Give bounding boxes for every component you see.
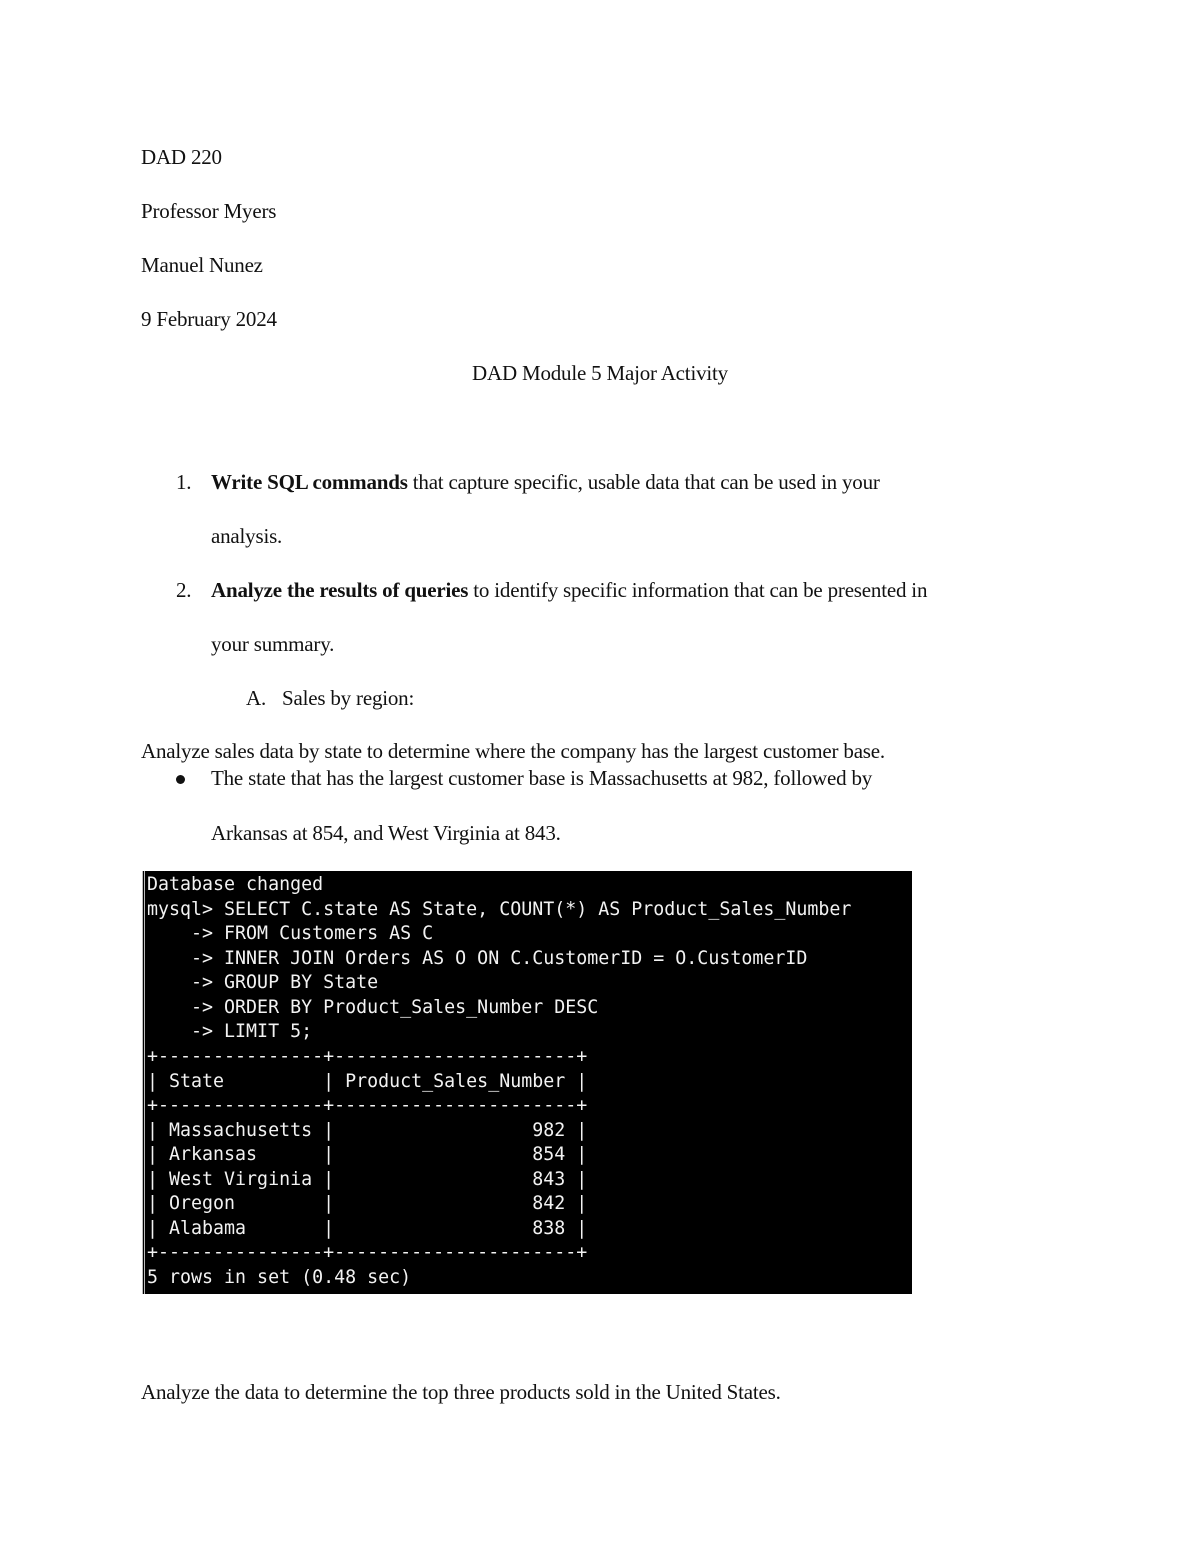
bullet-icon [176, 775, 185, 784]
course-code: DAD 220 [141, 145, 222, 169]
list-item-1 [211, 469, 880, 495]
terminal-line: mysql> SELECT C.state AS State, COUNT(*) AS Product_Sales_Number [147, 899, 852, 920]
table-row: | Massachusetts | 982 | [147, 1120, 588, 1141]
terminal-line: -> INNER JOIN Orders AS O ON C.CustomerID = O.CustomerID [147, 948, 808, 969]
professor-name: Professor Myers [141, 199, 277, 223]
terminal-line: Database changed [147, 874, 324, 895]
terminal-line: -> LIMIT 5; [147, 1021, 313, 1042]
table-border: +---------------+----------------------+ [147, 1046, 588, 1067]
document-date: 9 February 2024 [141, 307, 277, 331]
list-item-2-continuation: your summary. [211, 632, 335, 656]
table-row: | Arkansas | 854 | [147, 1144, 588, 1165]
table-row: | Oregon | 842 | [147, 1193, 588, 1214]
result-footer: 5 rows in set (0.48 sec) [147, 1267, 412, 1288]
bullet-text-line1: The state that has the largest customer base is Massachusetts at 982, followed by [211, 766, 873, 790]
paragraph-sales-by-state: Analyze sales data by state to determine where the company has the largest customer base. [141, 739, 885, 763]
document-title: DAD Module 5 Major Activity [472, 361, 728, 385]
table-row: | Alabama | 838 | [147, 1218, 588, 1239]
table-header-row: | State | Product_Sales_Number | [147, 1071, 588, 1092]
sublist-letter: A. [246, 686, 267, 710]
list-number-1: 1. [176, 470, 192, 494]
list-item-1-continuation: analysis. [211, 524, 283, 548]
paragraph-top-products: Analyze the data to determine the top three products sold in the United States. [141, 1380, 781, 1404]
student-name: Manuel Nunez [141, 253, 263, 277]
list-item-1-text: that capture specific, usable data that can be used in your [407, 470, 880, 494]
terminal-line: -> ORDER BY Product_Sales_Number DESC [147, 997, 599, 1018]
sublist-item: Sales by region: [282, 686, 415, 710]
list-number-2: 2. [176, 578, 192, 602]
list-item-2 [211, 577, 927, 603]
bullet-text-line2: Arkansas at 854, and West Virginia at 843. [211, 821, 561, 845]
mysql-terminal-screenshot [142, 871, 912, 1294]
table-border: +---------------+----------------------+ [147, 1095, 588, 1116]
list-item-2-text: to identify specific information that can be presented in [468, 578, 928, 602]
list-item-1-bold: Write SQL commands [211, 470, 408, 494]
table-row: | West Virginia | 843 | [147, 1169, 588, 1190]
list-item-2-bold: Analyze the results of queries [211, 578, 469, 602]
table-border: +---------------+----------------------+ [147, 1242, 588, 1263]
terminal-line: -> GROUP BY State [147, 972, 379, 993]
terminal-line: -> FROM Customers AS C [147, 923, 434, 944]
